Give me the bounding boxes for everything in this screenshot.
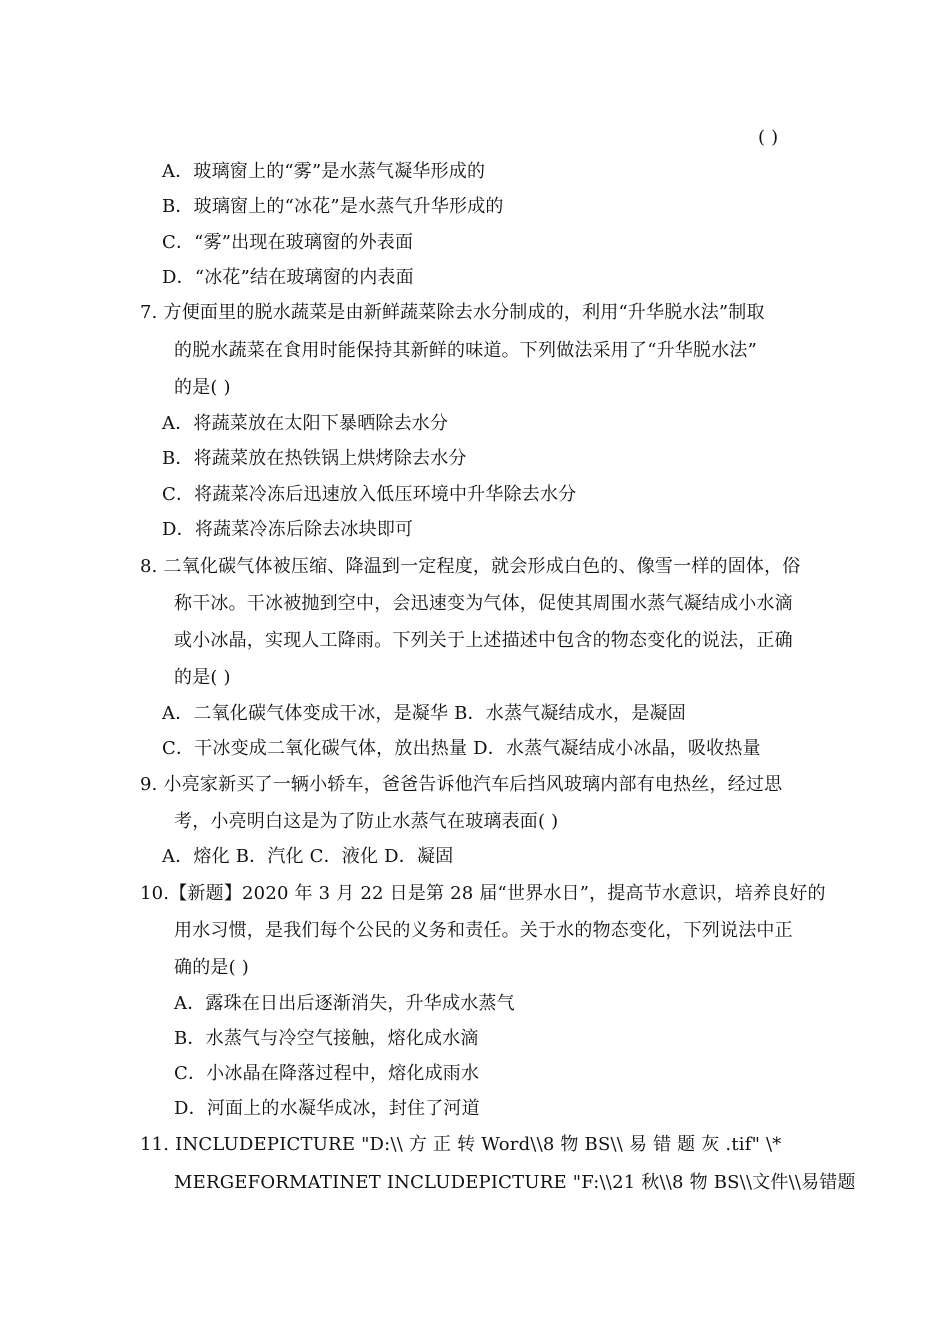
q10-stem-line-2: 用水习惯，是我们每个公民的义务和责任。关于水的物态变化，下列说法中正 (174, 920, 793, 941)
q7-option-a: A．将蔬菜放在太阳下暴晒除去水分 (162, 413, 449, 434)
q6-option-c: C．“雾”出现在玻璃窗的外表面 (162, 232, 414, 253)
q11-field-code-line-2: MERGEFORMATINET INCLUDEPICTURE "F:\\21 秋\\8 物 BS\\文件\\易错题 (174, 1172, 856, 1193)
q7-option-c: C．将蔬菜冷冻后迅速放入低压环境中升华除去水分 (162, 484, 577, 505)
q10-option-a: A．露珠在日出后逐渐消失，升华成水蒸气 (174, 993, 515, 1014)
q9-options: A．熔化 B．汽化 C．液化 D．凝固 (162, 846, 454, 867)
q8-options-cd: C．干冰变成二氧化碳气体，放出热量 D．水蒸气凝结成小冰晶，吸收热量 (162, 738, 761, 759)
q6-option-d: D．“冰花”结在玻璃窗的内表面 (162, 267, 414, 288)
q8-stem-line-2: 称干冰。干冰被抛到空中，会迅速变为气体，促使其周围水蒸气凝结成小水滴 (174, 593, 793, 614)
q10-option-b: B．水蒸气与冷空气接触，熔化成水滴 (174, 1028, 479, 1049)
q11-field-code-line-1: 11. INCLUDEPICTURE "D:\\ 方 正 转 Word\\8 物 BS\\ 易 错 题 灰 .tif" \* (140, 1134, 782, 1155)
q7-stem-line-2: 的脱水蔬菜在食用时能保持其新鲜的味道。下列做法采用了“升华脱水法” (174, 340, 758, 361)
q8-stem-line-1: 8. 二氧化碳气体被压缩、降温到一定程度，就会形成白色的、像雪一样的固体，俗 (140, 556, 801, 577)
q7-option-d: D．将蔬菜冷冻后除去冰块即可 (162, 519, 414, 540)
q7-stem-line-3: 的是( ) (174, 377, 231, 398)
q10-stem-line-1: 10.【新题】2020 年 3 月 22 日是第 28 届“世界水日”，提高节水意识，培养良好的 (140, 883, 826, 904)
q6-option-b: B．玻璃窗上的“冰花”是水蒸气升华形成的 (162, 196, 504, 217)
q7-option-b: B．将蔬菜放在热铁锅上烘烤除去水分 (162, 448, 467, 469)
q10-option-c: C．小冰晶在降落过程中，熔化成雨水 (174, 1063, 480, 1084)
q6-option-a: A．玻璃窗上的“雾”是水蒸气凝华形成的 (162, 161, 486, 182)
q9-stem-line-1: 9. 小亮家新买了一辆小轿车，爸爸告诉他汽车后挡风玻璃内部有电热丝，经过思 (140, 774, 783, 795)
q10-option-d: D．河面上的水凝华成冰，封住了河道 (174, 1098, 480, 1119)
q7-stem-line-1: 7. 方便面里的脱水蔬菜是由新鲜蔬菜除去水分制成的，利用“升华脱水法”制取 (140, 302, 765, 323)
q10-stem-line-3: 确的是( ) (174, 957, 249, 978)
q6-answer-bracket: ( ) (758, 127, 779, 148)
q8-stem-line-3: 或小冰晶，实现人工降雨。下列关于上述描述中包含的物态变化的说法，正确 (174, 630, 793, 651)
q9-stem-line-2: 考，小亮明白这是为了防止水蒸气在玻璃表面( ) (174, 811, 559, 832)
q8-stem-line-4: 的是( ) (174, 667, 231, 688)
q8-options-ab: A．二氧化碳气体变成干冰，是凝华 B．水蒸气凝结成水，是凝固 (162, 703, 686, 724)
